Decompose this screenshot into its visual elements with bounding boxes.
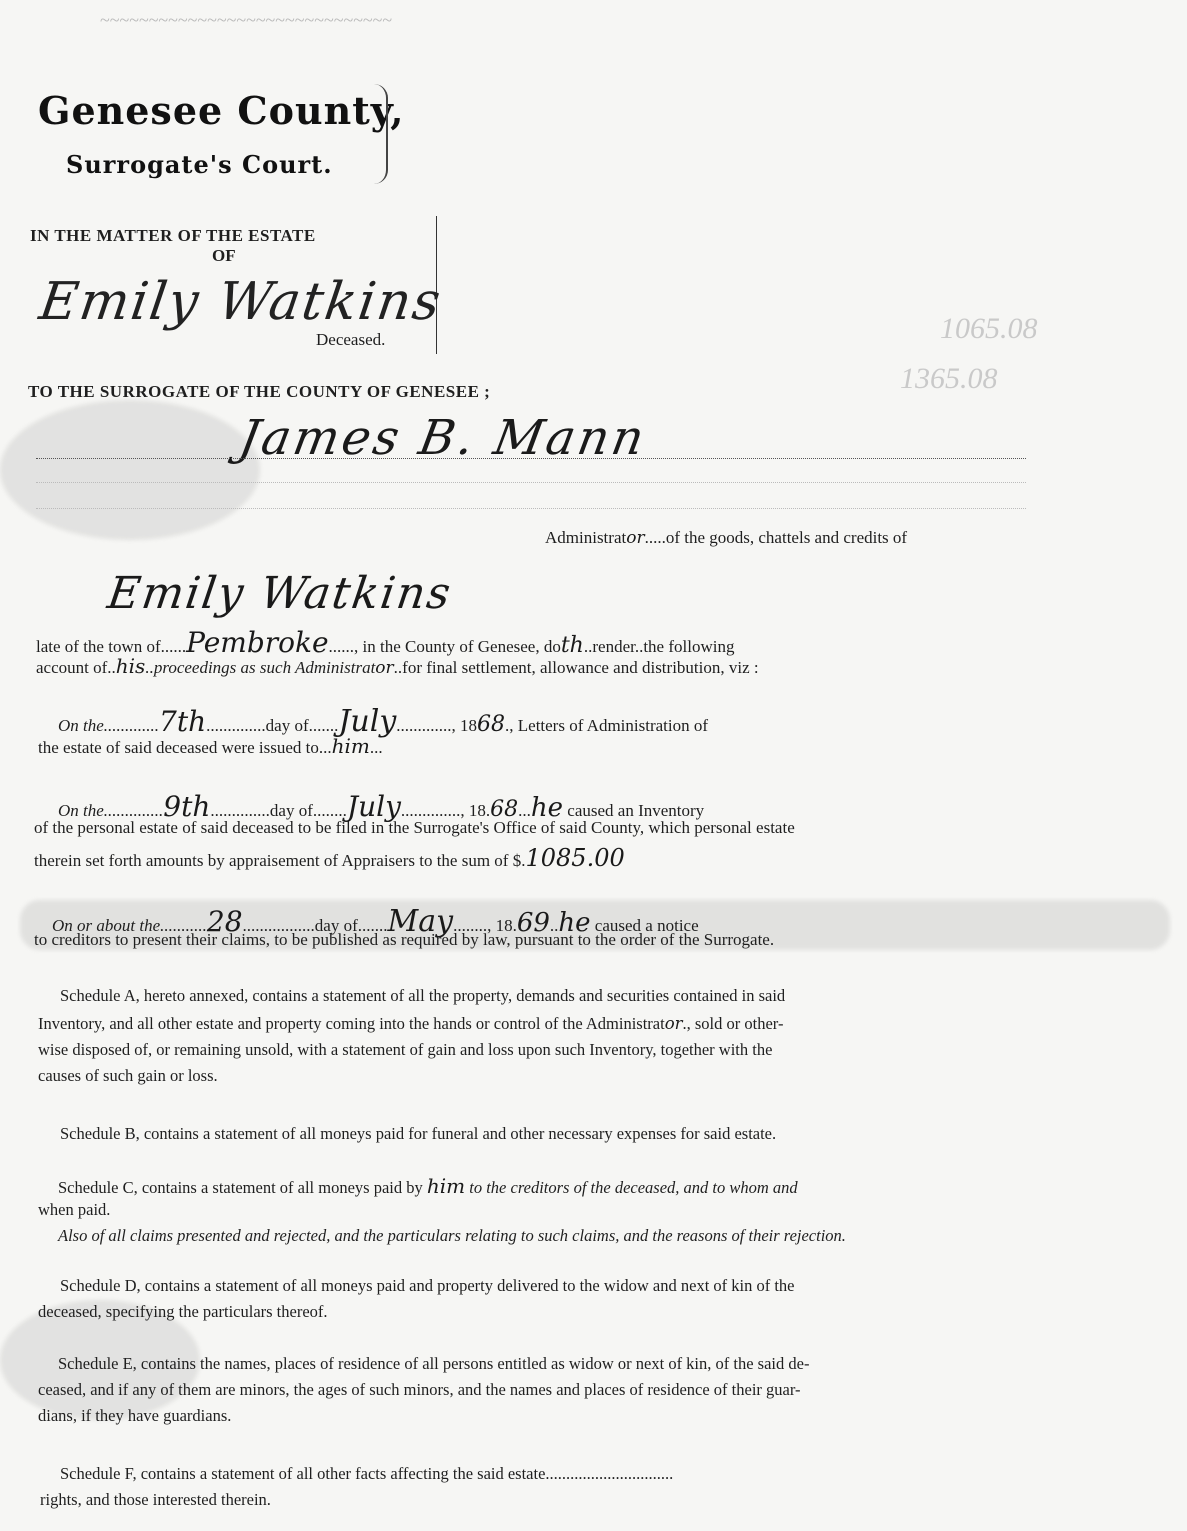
schedule-f-line-1: Schedule F, contains a statement of all other facts affecting the said estate...............................: [60, 1464, 674, 1483]
inventory-line-2: of the personal estate of said deceased to be filed in the Surrogate's Office of said County, which personal estate: [34, 818, 795, 837]
deceased-name-handwritten: Emily Watkins: [35, 272, 446, 332]
schedule-a-line-3: wise disposed of, or remaining unsold, with a statement of gain and loss upon such Inventory, together with the: [38, 1040, 773, 1059]
text: On the..............: [58, 801, 164, 820]
text: the estate of said deceased were issued to...: [38, 738, 332, 757]
schedule-f-line-2: rights, and those interested therein.: [40, 1490, 271, 1509]
schedule-e-line-3: dians, if they have guardians.: [38, 1406, 232, 1425]
handwritten-he: he: [558, 908, 591, 938]
header-brace: [372, 84, 388, 184]
handwritten-year: 68: [477, 712, 506, 737]
administrator-line: [545, 528, 907, 548]
schedule-b-line: Schedule B, contains a statement of all moneys paid for funeral and other necessary expenses for said estate.: [60, 1124, 777, 1143]
notice-line-2: to creditors to present their claims, to be published as required by law, pursuant to the order of the Surrogate.: [34, 930, 775, 949]
paper-stain: [0, 400, 260, 540]
margin-amount-a: 1065.08: [940, 312, 1038, 345]
handwritten-his: his: [115, 654, 146, 678]
schedule-a-line-1: Schedule A, hereto annexed, contains a statement of all the property, demands and securities contained in said: [60, 986, 786, 1005]
text: Administrat: [545, 528, 627, 547]
text: ..............day of.......: [206, 716, 339, 735]
handwritten-month: May: [387, 904, 454, 939]
text: therein set forth amounts by appraisement of Appraisers to the sum of $.: [34, 851, 526, 870]
text: On the.............: [58, 716, 160, 735]
county-title: Genesee County,: [38, 88, 405, 133]
deceased-label: Deceased.: [316, 330, 386, 349]
handwritten-or: or: [375, 658, 394, 678]
handwritten-he: he: [530, 793, 564, 823]
text: ............., 18: [396, 716, 478, 735]
handwritten-amount: 1085.00: [525, 844, 625, 872]
text: On or about the...........: [52, 916, 207, 935]
text: account of..: [36, 658, 116, 677]
text: caused an Inventory: [567, 801, 705, 820]
matter-of: OF: [212, 246, 236, 265]
text: late of the town of......: [36, 637, 187, 656]
text: caused a notice: [594, 916, 699, 935]
text: ., sold or other-: [682, 1014, 784, 1033]
handwritten-or: or: [626, 528, 645, 548]
text: ...: [518, 801, 531, 820]
text: ..proceedings as such Administrat: [145, 658, 376, 677]
text: ......, in the County of Genesee, do: [328, 637, 561, 656]
schedule-a-line-2: [38, 1014, 783, 1034]
text: ..: [549, 916, 559, 935]
margin-amount-b: 1365.08: [900, 362, 998, 395]
text: .....of the goods, chattels and credits of: [644, 528, 908, 547]
schedule-d-line-2: deceased, specifying the particulars thereof.: [38, 1302, 328, 1321]
decedent-name-handwritten: Emily Watkins: [104, 568, 456, 619]
letters-line-2: [38, 734, 383, 758]
handwritten-him: him: [331, 734, 370, 758]
handwritten-him: him: [426, 1174, 466, 1198]
handwritten-day: 9th: [163, 790, 211, 823]
account-line: [36, 654, 759, 678]
handwritten-year: 69: [516, 908, 550, 938]
schedule-a-line-4: causes of such gain or loss.: [38, 1066, 218, 1085]
schedule-c-line-1: [58, 1174, 798, 1198]
handwritten-day: 28: [206, 905, 243, 938]
schedule-c-line-3: Also of all claims presented and rejected, and the particulars relating to such claims, and the reasons of their rejection.: [58, 1226, 846, 1245]
fill-line: [36, 458, 1026, 459]
matter-title: IN THE MATTER OF THE ESTATE: [30, 226, 316, 245]
handwritten-th: th: [560, 633, 584, 658]
text: ..............day of........: [210, 801, 347, 820]
schedule-c-line-2: when paid.: [38, 1200, 111, 1219]
text: ..render..the following: [583, 637, 735, 656]
text: ...: [369, 738, 383, 757]
handwritten-or: or: [664, 1014, 683, 1033]
text: Inventory, and all other estate and property coming into the hands or control of the Administrat: [38, 1014, 665, 1033]
fill-line: [36, 482, 1026, 483]
text: to the creditors of the deceased, and to whom and: [469, 1178, 798, 1197]
text: ..for final settlement, allowance and distribution, viz :: [393, 658, 759, 677]
schedule-d-line-1: Schedule D, contains a statement of all moneys paid and property delivered to the widow and next of kin of the: [60, 1276, 795, 1295]
handwritten-month: July: [346, 790, 401, 823]
bleed-through-text: ~~~~~~~~~~~~~~~~~~~~~~~~~~~~~~: [100, 10, 393, 30]
inventory-line-3: [34, 844, 625, 872]
schedule-e-line-2: ceased, and if any of them are minors, the ages of such minors, and the names and places of residence of their guar-: [38, 1380, 801, 1399]
handwritten-day: 7th: [159, 705, 207, 738]
handwritten-town: Pembroke: [186, 626, 329, 659]
fill-line: [36, 508, 1026, 509]
administrator-name-handwritten: James B. Mann: [235, 410, 651, 466]
handwritten-month: July: [338, 704, 397, 739]
text: ........, 18.: [453, 916, 517, 935]
text: .............., 18.: [400, 801, 491, 820]
court-title: Surrogate's Court.: [66, 150, 333, 179]
text: Schedule C, contains a statement of all moneys paid by: [58, 1178, 423, 1197]
text: .................day of.......: [242, 916, 388, 935]
schedule-e-line-1: Schedule E, contains the names, places of residence of all persons entitled as widow or next of kin, of the said de-: [58, 1354, 810, 1373]
address-line: TO THE SURROGATE OF THE COUNTY OF GENESEE ;: [28, 382, 491, 401]
handwritten-year: 68: [490, 797, 519, 822]
text: ., Letters of Administration of: [505, 716, 709, 735]
